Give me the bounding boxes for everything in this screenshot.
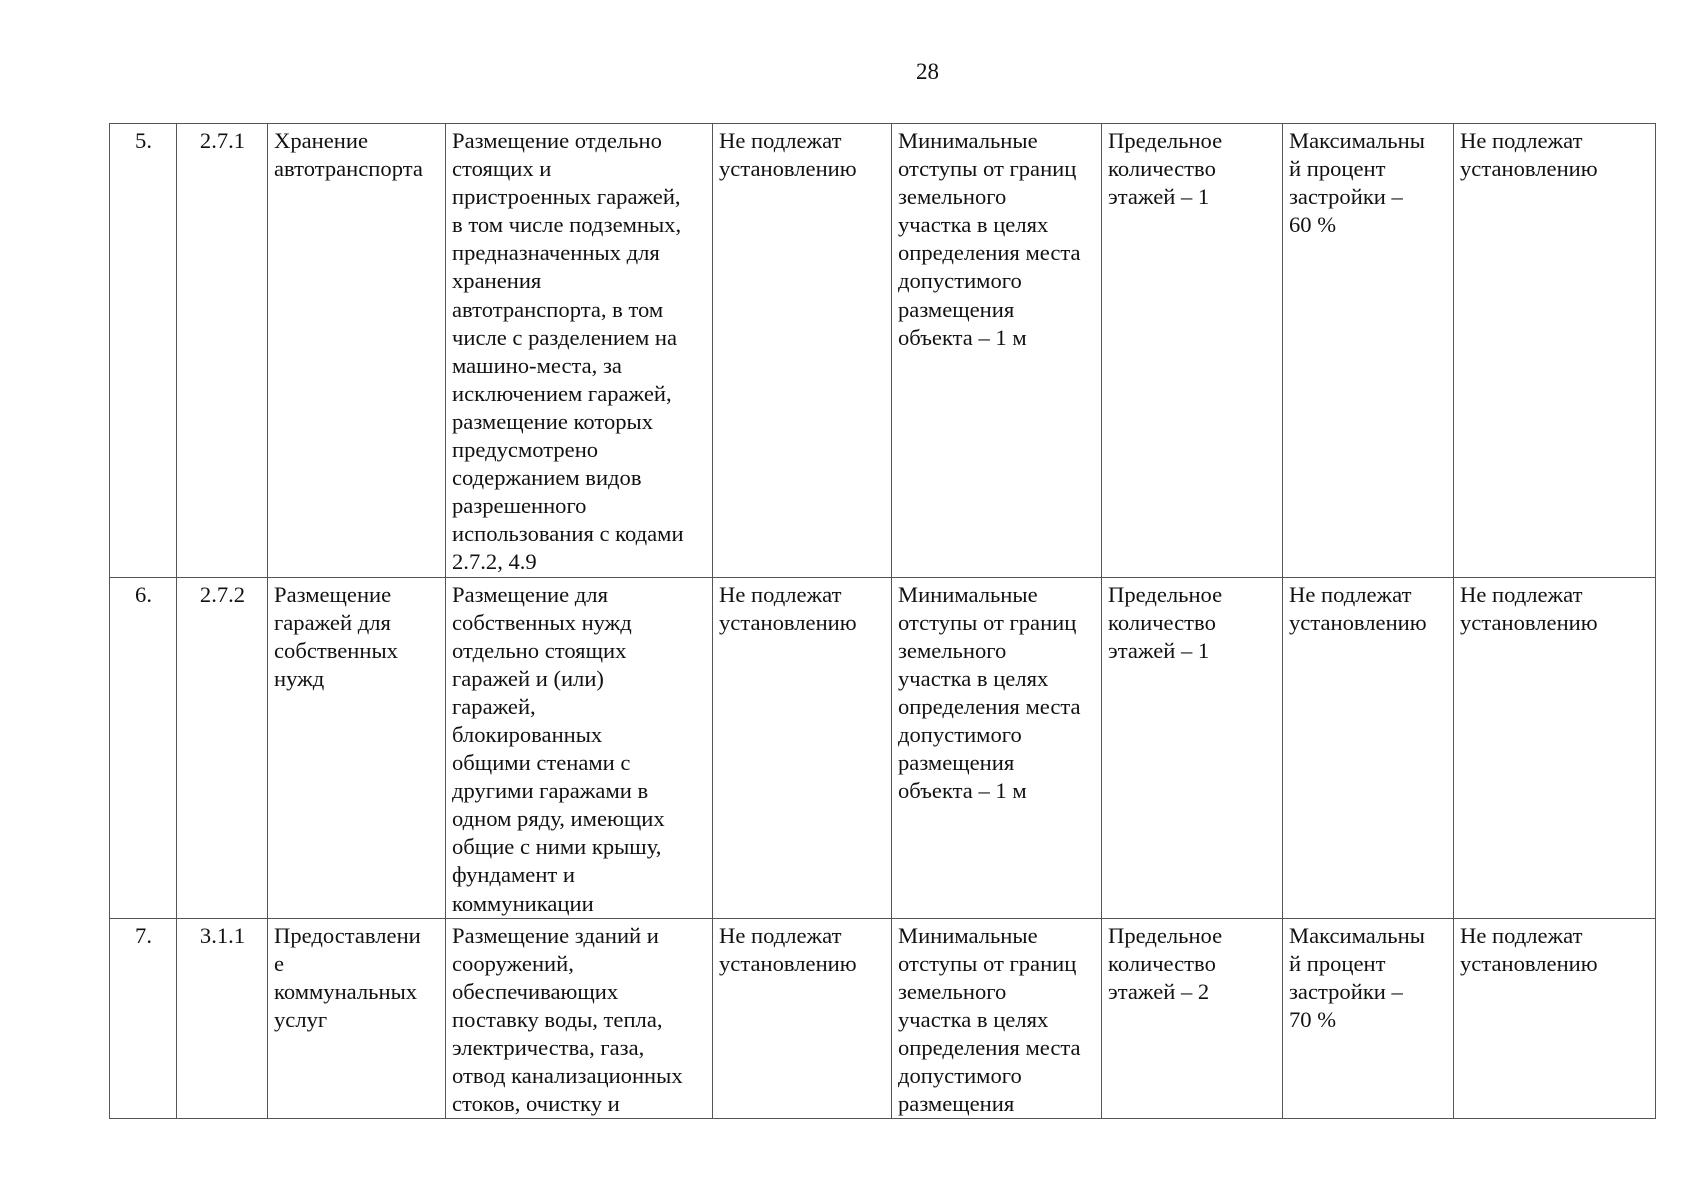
row-number: 6. (135, 581, 152, 607)
code-cell (177, 124, 268, 578)
table-row (110, 124, 1656, 578)
table-row (110, 918, 1656, 1119)
setbacks: Минимальные отступы от границ земельного участка в целях определения места допустимого размещения объекта – 1 м (898, 581, 1081, 804)
coverage-cell (1283, 124, 1454, 578)
use-description: Размещение для собственных нужд отдельно стоящих гаражей и (или) гаражей, блокированных общими стенами с другими гаражами в одном ряду, имеющих общие с ними крышу, фундамент и коммуникации (452, 581, 665, 916)
area-cell (713, 577, 892, 918)
setbacks: Минимальные отступы от границ земельного участка в целях определения места допустимого размещения объекта – 1 м (898, 128, 1081, 350)
plot-area: Не подлежат установлению (719, 922, 857, 976)
use-code: 3.1.1 (199, 922, 246, 948)
area-cell (713, 918, 892, 1119)
description-cell (446, 577, 713, 918)
plot-area: Не подлежат установлению (719, 581, 857, 635)
setbacks-cell (892, 918, 1102, 1119)
use-name-cell (268, 577, 446, 918)
coverage-cell (1283, 577, 1454, 918)
description-cell (446, 918, 713, 1119)
setbacks-cell (892, 124, 1102, 578)
row-number-cell (110, 918, 177, 1119)
use-description: Размещение зданий и сооружений, обеспечивающих поставку воды, тепла, электричества, газа, отвод канализационных стоков, очистку и (452, 922, 683, 1117)
use-description: Размещение отдельно стоящих и пристроенных гаражей, в том числе подземных, предназначенных для хранения автотранспорта, в том числе с разделением на машино-места, за исключением гаражей, размещение которых предусмотрено содержанием видов разрешенного использования с кодами 2.7.2, 4.9 (452, 128, 684, 575)
coverage-limit: Максимальны й процент застройки – 70 % (1289, 922, 1425, 1032)
code-cell (177, 918, 268, 1119)
use-name-cell (268, 918, 446, 1119)
row-number-cell (110, 577, 177, 918)
floors-cell (1102, 918, 1283, 1119)
plot-area: Не подлежат установлению (719, 128, 857, 182)
row-number-cell (110, 124, 177, 578)
other-cell (1454, 124, 1656, 578)
row-number: 5. (135, 128, 152, 153)
floors-cell (1102, 577, 1283, 918)
other-parameters: Не подлежат установлению (1460, 922, 1598, 976)
other-cell (1454, 918, 1656, 1119)
other-parameters: Не подлежат установлению (1460, 581, 1598, 635)
description-cell (446, 124, 713, 578)
use-code: 2.7.1 (199, 128, 246, 153)
table-row (110, 577, 1656, 918)
coverage-limit: Не подлежат установлению (1289, 581, 1427, 635)
other-parameters: Не подлежат установлению (1460, 128, 1598, 182)
other-cell (1454, 577, 1656, 918)
use-name: Предоставлени е коммунальных услуг (274, 922, 421, 1032)
use-code: 2.7.2 (199, 581, 246, 607)
use-name: Хранение автотранспорта (274, 128, 423, 182)
coverage-cell (1283, 918, 1454, 1119)
setbacks: Минимальные отступы от границ земельного участка в целях определения места допустимого размещения (898, 922, 1081, 1117)
zoning-table (109, 123, 1656, 1119)
setbacks-cell (892, 577, 1102, 918)
floors-limit: Предельное количество этажей – 1 (1108, 581, 1223, 663)
floors-limit: Предельное количество этажей – 2 (1108, 922, 1223, 1004)
coverage-limit: Максимальны й процент застройки – 60 % (1289, 128, 1425, 238)
floors-cell (1102, 124, 1283, 578)
floors-limit: Предельное количество этажей – 1 (1108, 128, 1223, 210)
use-name-cell (268, 124, 446, 578)
row-number: 7. (135, 922, 152, 948)
page-number: 28 (916, 59, 939, 84)
code-cell (177, 577, 268, 918)
area-cell (713, 124, 892, 578)
use-name: Размещение гаражей для собственных нужд (274, 581, 398, 691)
